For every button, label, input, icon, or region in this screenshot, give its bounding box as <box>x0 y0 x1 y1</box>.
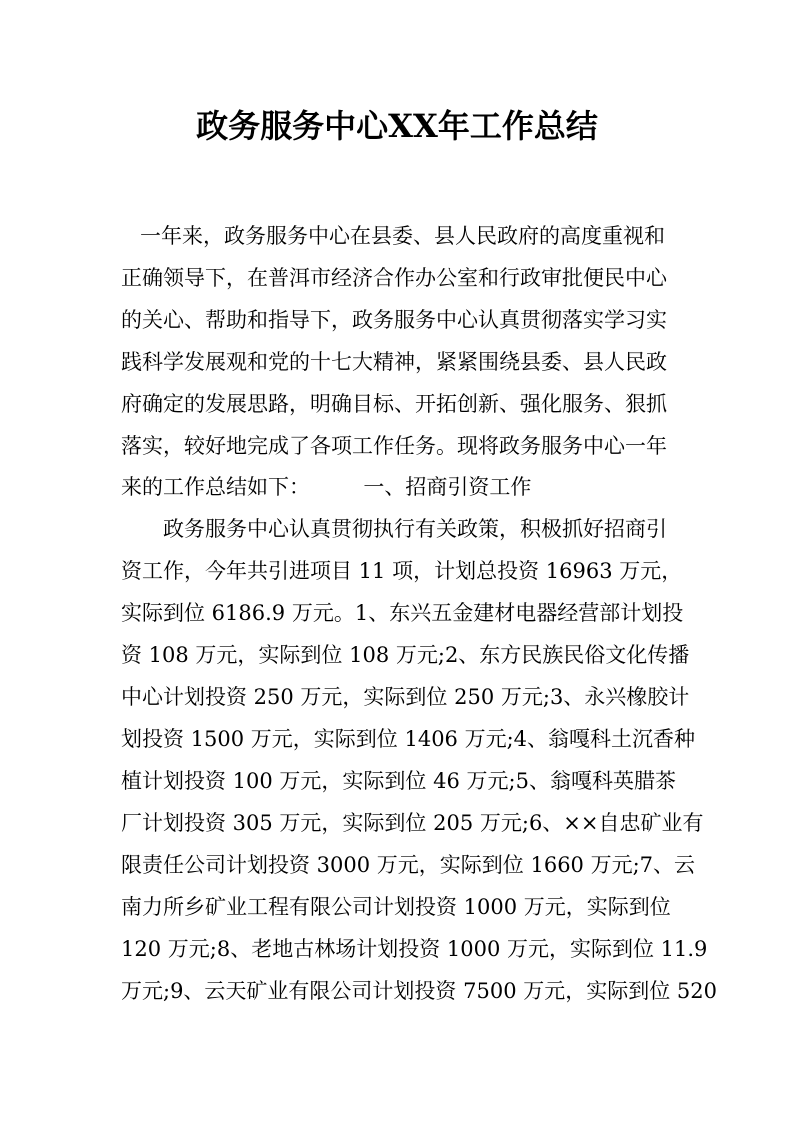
body-text-line: 中心计划投资 250 万元，实际到位 250 万元;3、永兴橡胶计 <box>121 685 690 709</box>
body-text-line: 来的工作总结如下： 一、招商引资工作 <box>121 475 532 499</box>
body-text-line: 限责任公司计划投资 3000 万元，实际到位 1660 万元;7、云 <box>121 853 696 877</box>
body-text-line: 植计划投资 100 万元，实际到位 46 万元;5、翁嘎科英腊茶 <box>121 769 676 793</box>
body-text-line: 南力所乡矿业工程有限公司计划投资 1000 万元，实际到位 <box>121 895 671 919</box>
body-text-line: 府确定的发展思路，明确目标、开拓创新、强化服务、狠抓 <box>121 392 667 416</box>
body-text-line: 正确领导下，在普洱市经济合作办公室和行政审批便民中心 <box>121 266 667 290</box>
body-text-line: 一年来，政务服务中心在县委、县人民政府的高度重视和 <box>140 224 665 248</box>
document-title: 政务服务中心XX年工作总结 <box>196 107 598 145</box>
body-text-line: 划投资 1500 万元，实际到位 1406 万元;4、翁嘎科土沉香种 <box>121 727 696 751</box>
body-text-line: 践科学发展观和党的十七大精神，紧紧围绕县委、县人民政 <box>121 350 667 374</box>
body-text-line: 政务服务中心认真贯彻执行有关政策，积极抓好招商引 <box>163 517 667 541</box>
body-text-line: 资工作，今年共引进项目 11 项，计划总投资 16963 万元， <box>121 559 683 583</box>
body-text-line: 落实，较好地完成了各项工作任务。现将政务服务中心一年 <box>121 434 667 458</box>
body-text-line: 资 108 万元，实际到位 108 万元;2、东方民族民俗文化传播 <box>121 643 690 667</box>
body-text-line: 实际到位 6186.9 万元。1、东兴五金建材电器经营部计划投 <box>121 601 684 625</box>
body-text-line: 万元;9、云天矿业有限公司计划投资 7500 万元，实际到位 520 <box>121 979 717 1003</box>
body-text-line: 120 万元;8、老地古林场计划投资 1000 万元，实际到位 11.9 <box>121 937 708 961</box>
body-text-line: 厂计划投资 305 万元，实际到位 205 万元;6、××自忠矿业有 <box>121 811 704 835</box>
body-text-line: 的关心、帮助和指导下，政务服务中心认真贯彻落实学习实 <box>121 308 667 332</box>
